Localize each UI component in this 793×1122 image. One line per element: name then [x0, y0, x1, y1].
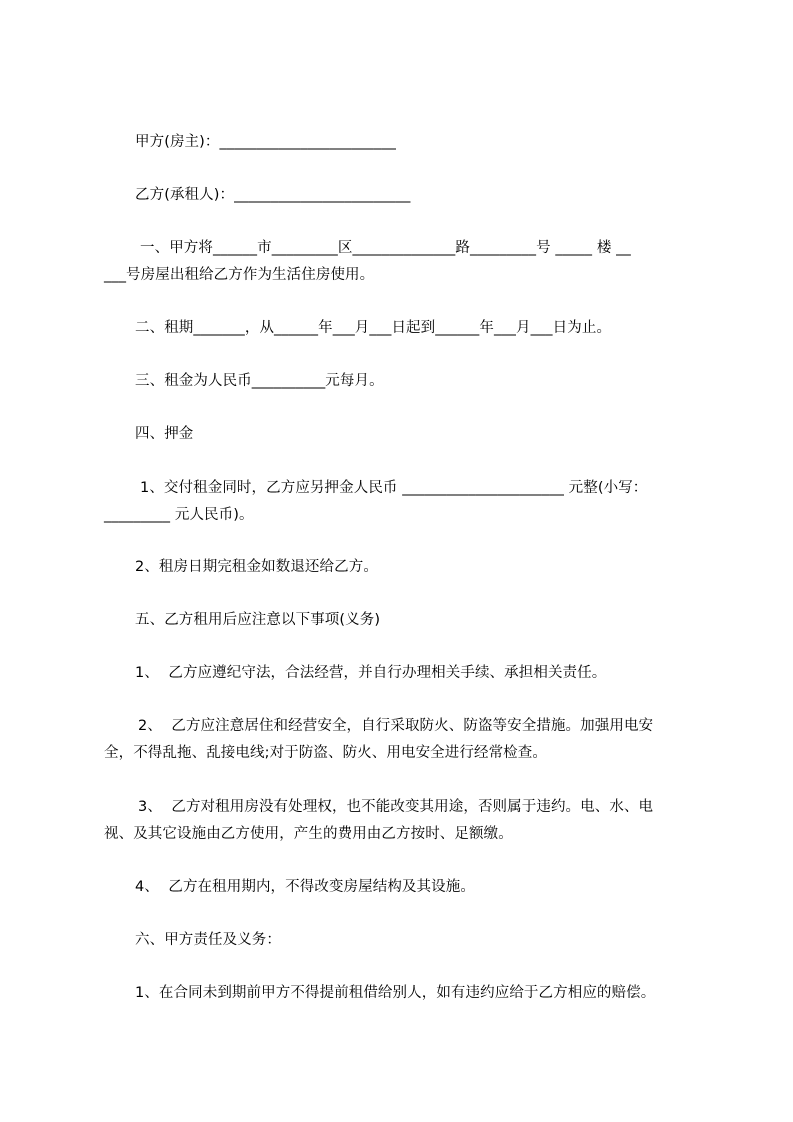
clause-3: 三、租金为人民币__________元每月。 — [135, 373, 384, 389]
clause-5-item-2-line-1: 2、 乙方应注意居住和经营安全，自行采取防火、防盗等安全措施。加强用电安 — [138, 718, 654, 734]
clause-2: 二、租期_______，从______年___月___日起到______年___月___日为止。 — [135, 320, 612, 336]
party-a-line: 甲方(房主)：________________________ — [135, 134, 396, 150]
clause-4-title: 四、押金 — [135, 426, 194, 442]
clause-6-title: 六、甲方责任及义务： — [135, 932, 281, 948]
clause-5-item-3-line-1: 3、 乙方对租用房没有处理权，也不能改变其用途，否则属于违约。电、水、电 — [138, 799, 654, 815]
clause-5-item-1: 1、 乙方应遵纪守法，合法经营，并自行办理相关手续、承担相关责任。 — [135, 665, 607, 681]
clause-4-item-1-line-2: _________ 元人民币)。 — [104, 507, 254, 523]
clause-5-item-4: 4、 乙方在租用期内，不得改变房屋结构及其设施。 — [135, 879, 475, 895]
clause-1-line-2: ___号房屋出租给乙方作为生活住房使用。 — [104, 267, 375, 283]
clause-4-item-2: 2、租房日期完租金如数退还给乙方。 — [135, 559, 378, 575]
clause-1-line-1: 一、甲方将______市_________区______________路_________号 _____ 楼 __ — [140, 240, 631, 256]
clause-5-title: 五、乙方租用后应注意以下事项(义务) — [135, 612, 381, 628]
clause-6-item-1: 1、在合同未到期前甲方不得提前租借给别人，如有违约应给于乙方相应的赔偿。 — [135, 985, 656, 1001]
clause-4-item-1-line-1: 1、交付租金同时，乙方应另押金人民币 ______________________ 元整(小写： — [140, 480, 648, 496]
clause-5-item-2-line-2: 全，不得乱拖、乱接电线;对于防盗、防火、用电安全进行经常检查。 — [104, 745, 547, 761]
party-b-line: 乙方(承租人)：________________________ — [135, 187, 411, 203]
clause-5-item-3-line-2: 视、及其它设施由乙方使用，产生的费用由乙方按时、足额缴。 — [104, 826, 513, 842]
